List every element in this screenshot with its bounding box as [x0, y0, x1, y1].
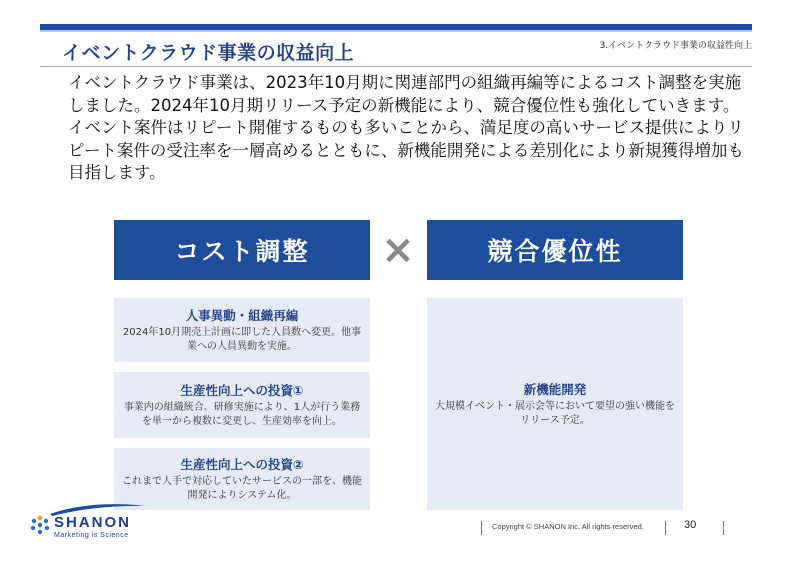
card-new-feature-development [427, 298, 683, 510]
card-description: 2024年10月期売上計画に即した人員数へ変更。他事業への人員異動を実施。 [122, 327, 362, 352]
card-productivity-investment-2 [114, 448, 370, 510]
card-description: 事業内の組織統合、研修実施により、1人が行う業務を単一から複数に変更し、生産効率を向上。 [123, 402, 361, 427]
card-title: 新機能開発 [523, 382, 587, 397]
footer-divider [481, 521, 482, 535]
shanon-logo [28, 500, 148, 546]
card-title: 生産性向上への投資② [180, 457, 304, 472]
card-personnel-reorganization [114, 298, 370, 362]
slide-title: イベントクラウド事業の収益向上 [62, 42, 355, 64]
footer-divider [665, 521, 666, 535]
body-text [68, 72, 748, 185]
competitive-advantage-header: 競合優位性 [427, 220, 683, 280]
logo-tagline: Marketing is Science [54, 532, 129, 539]
cost-adjustment-header: コスト調整 [114, 220, 370, 280]
footer-divider [723, 521, 724, 535]
card-description: 大規模イベント・展示会等において要望の強い機能をリリース予定。 [435, 401, 675, 426]
section-label: 3.イベントクラウド事業の収益性向上 [599, 41, 752, 51]
card-description: これまで人手で対応していたサービスの一部を、機能開発によりシステム化。 [122, 476, 362, 501]
logo-text: SHANON [54, 514, 132, 531]
page-number: 30 [684, 519, 697, 531]
title-divider [40, 66, 752, 67]
top-accent-bar-light [40, 30, 752, 32]
card-title: 生産性向上への投資① [180, 383, 304, 398]
copyright-text: Copyright © SHANON Inc. All rights reserved. [492, 522, 644, 531]
card-title: 人事異動・組織再編 [185, 308, 299, 323]
body-paragraph-1: イベントクラウド事業は、2023年10月期に関連部門の組織再編等によるコスト調整を実施しました。2024年10月期リリース予定の新機能により、競合優位性も強化していきます。 [68, 73, 742, 115]
body-paragraph-2: イベント案件はリピート開催するものも多いことから、満足度の高いサービス提供によりリピート案件の受注率を一層高めるとともに、新機能開発による差別化により新規獲得増加も目指します。 [68, 118, 744, 182]
times-icon: × [381, 227, 415, 273]
card-productivity-investment-1 [114, 372, 370, 438]
